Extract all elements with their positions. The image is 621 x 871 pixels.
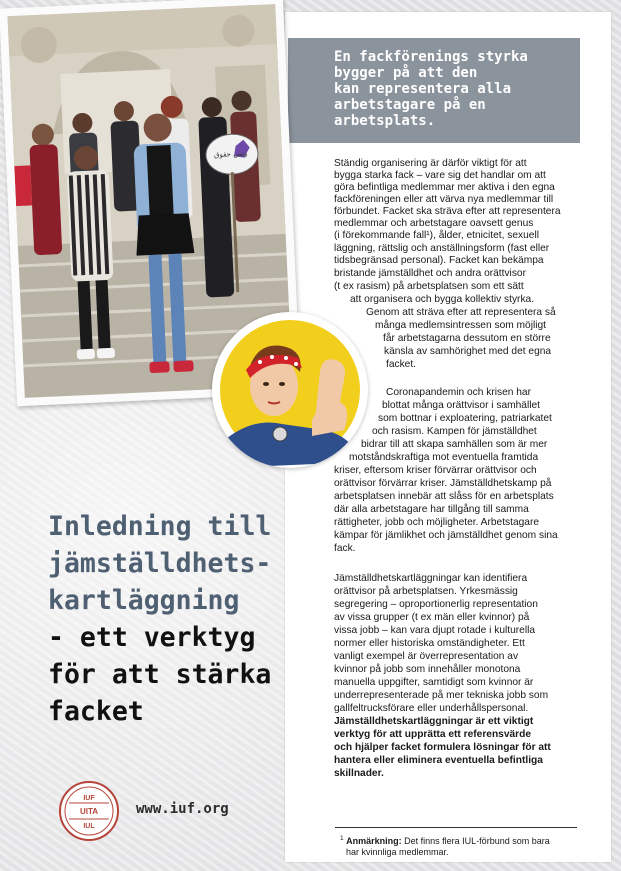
title-subtitle: - ett verktyg för att stärka facket	[48, 622, 272, 727]
svg-text:UITA: UITA	[79, 807, 99, 816]
iuf-logo-emblem	[61, 783, 117, 839]
rosie-illustration	[212, 312, 368, 468]
svg-text:IUF: IUF	[83, 795, 95, 802]
poster-circle-image	[212, 312, 368, 468]
svg-text:IUL: IUL	[83, 823, 95, 830]
footnote: $^1$ Anmärkning: Det finns flera IUL-förbund som bara har kvinnliga medlemmar.	[340, 835, 550, 857]
title-main: Inledning till jämställdhets- kartläggning	[48, 511, 272, 616]
header-text: En fackförenings styrka bygger på att den kan representera alla arbetstagare på en arbetsplats.	[334, 49, 528, 129]
iuf-logo	[59, 781, 119, 841]
protest-sign-text: وتس حقوق	[213, 149, 248, 160]
website-link[interactable]: www.iuf.org	[136, 801, 229, 817]
page-title	[48, 508, 308, 730]
footnote-divider	[335, 827, 577, 828]
